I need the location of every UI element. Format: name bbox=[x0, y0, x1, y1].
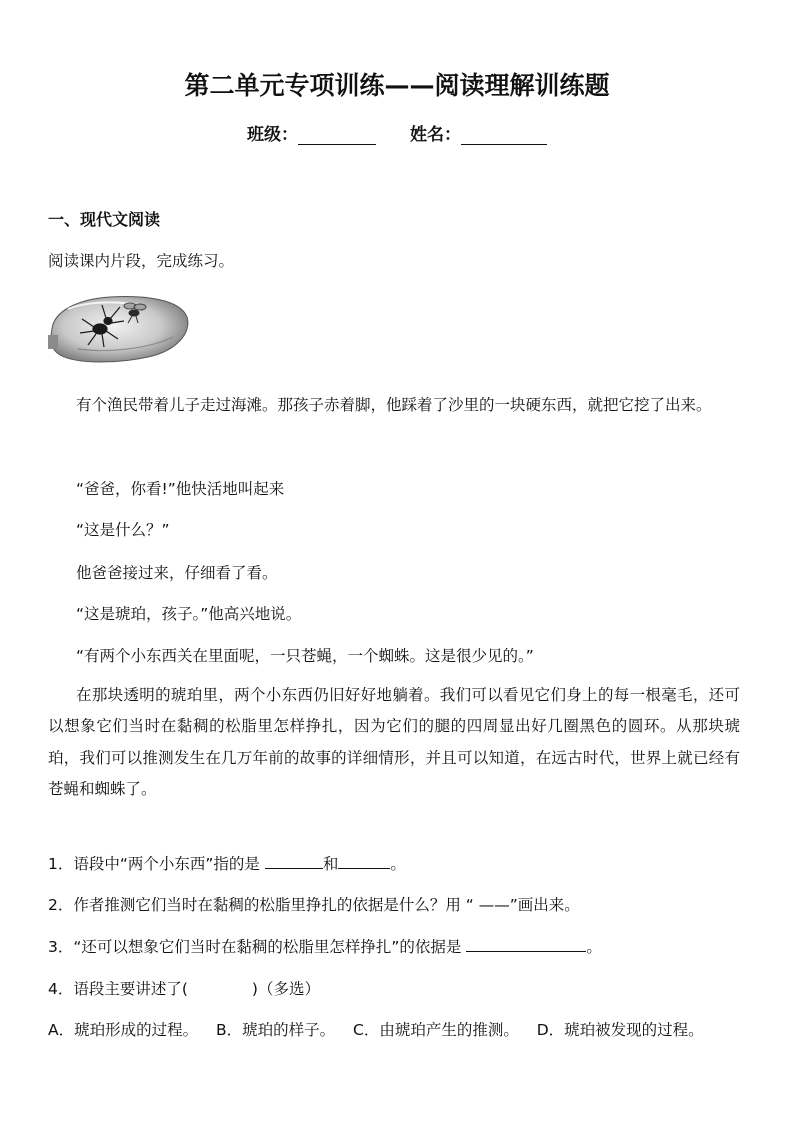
option-b[interactable]: B．琥珀的样子。 bbox=[215, 1021, 336, 1039]
passage-paragraph-2: “爸爸，你看!”他快活地叫起来 bbox=[76, 480, 285, 498]
passage-paragraph-5: “这是琥珀，孩子。”他高兴地说。 bbox=[76, 605, 302, 623]
answer-blank-3[interactable] bbox=[466, 935, 586, 952]
passage-paragraph-3: “这是什么？” bbox=[76, 521, 170, 539]
question-2: 2．作者推测它们当时在黏稠的松脂里挣扎的依据是什么？用 “ ——”画出来。 bbox=[48, 896, 580, 914]
section-heading: 一、现代文阅读 bbox=[48, 210, 161, 229]
question-4-options bbox=[48, 1018, 704, 1040]
passage-paragraph-4: 他爸爸接过来，仔细看了看。 bbox=[76, 564, 278, 582]
student-info bbox=[0, 120, 794, 145]
question-3: 3．“还可以想象它们当时在黏稠的松脂里怎样挣扎”的依据是 。 bbox=[48, 935, 602, 957]
option-d[interactable]: D．琥珀被发现的过程。 bbox=[536, 1021, 704, 1039]
class-label: 班级： bbox=[247, 125, 298, 145]
class-blank[interactable] bbox=[298, 126, 376, 145]
instruction: 阅读课内片段，完成练习。 bbox=[48, 252, 235, 270]
option-a[interactable]: A．琥珀形成的过程。 bbox=[48, 1021, 199, 1039]
passage-paragraph-1: 有个渔民带着儿子走过海滩。那孩子赤着脚，他踩着了沙里的一块硬东西，就把它挖了出来。 bbox=[76, 396, 712, 414]
answer-blank-1b[interactable] bbox=[338, 852, 390, 869]
option-c[interactable]: C．由琥珀产生的推测。 bbox=[353, 1021, 519, 1039]
answer-blank-1a[interactable] bbox=[265, 852, 323, 869]
question-4: 4．语段主要讲述了( )（多选） bbox=[48, 980, 320, 998]
name-label: 姓名： bbox=[410, 125, 461, 145]
amber-image bbox=[48, 289, 190, 365]
question-1: 1．语段中“两个小东西”指的是 和 。 bbox=[48, 852, 406, 874]
passage-paragraph-6: “有两个小东西关在里面呢，一只苍蝇，一个蜘蛛。这是很少见的。” bbox=[76, 647, 534, 665]
name-blank[interactable] bbox=[461, 126, 547, 145]
page-title: 第二单元专项训练——阅读理解训练题 bbox=[184, 71, 610, 100]
passage-paragraph-7: 在那块透明的琥珀里，两个小东西仍旧好好地躺着。我们可以看见它们身上的每一根毫毛，还可以想象它们当时在黏稠的松脂里怎样挣扎，因为它们的腿的四周显出好几圈黑色的圆环。从那块琥珀，我们可以推测发生在几万年前的故事的详细情形，并且可以知道，在远古时代，世界上就已经有苍蝇和蜘蛛了。 bbox=[48, 686, 740, 798]
